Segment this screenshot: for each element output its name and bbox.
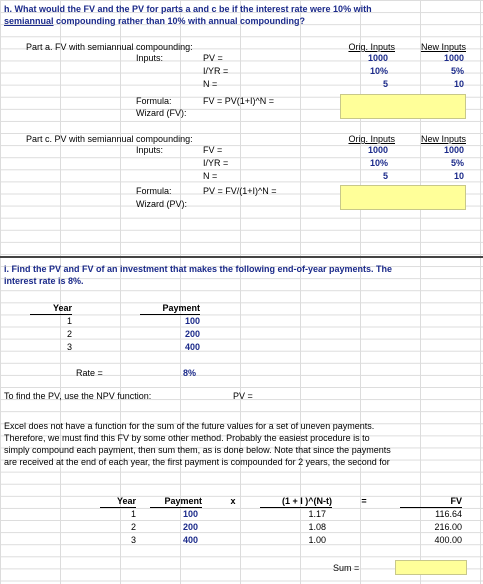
paragraph-line-4: are received at the end of each year, the first payment is compounded for 2 years, the second for xyxy=(4,457,390,467)
year-2: 2 xyxy=(66,329,72,339)
year-3: 3 xyxy=(66,342,72,352)
t2-payment-rule xyxy=(150,507,202,508)
payment-header: Payment xyxy=(162,303,200,313)
t2-year-2: 2 xyxy=(130,522,136,532)
part-a-new-iyr[interactable]: 5% xyxy=(450,66,464,76)
t2-fv-3: 400.00 xyxy=(434,535,462,545)
part-c-new-header: New Inputs xyxy=(420,134,466,144)
part-c-n-label: N = xyxy=(203,171,218,181)
part-a-pv-label: PV = xyxy=(203,53,223,63)
part-c-new-fv[interactable]: 1000 xyxy=(443,145,464,155)
t2-payment-1[interactable]: 100 xyxy=(182,509,198,519)
t2-factor-header: (1 + I )^(N-t) xyxy=(281,496,332,506)
t2-fv-2: 216.00 xyxy=(434,522,462,532)
part-a-new-n[interactable]: 10 xyxy=(453,79,464,89)
part-c-fv-label: FV = xyxy=(203,145,223,155)
rate-value[interactable]: 8% xyxy=(182,368,196,378)
part-c-orig-n[interactable]: 5 xyxy=(382,171,388,181)
part-c-title: Part c. PV with semiannual compounding: xyxy=(26,134,193,144)
question-h-line1: h. What would the FV and the PV for parts a and c be if the interest rate were 10% with xyxy=(4,4,372,14)
npv-pv-label: PV = xyxy=(233,391,253,401)
part-c-iyr-label: I/YR = xyxy=(203,158,229,168)
part-c-wizard-label: Wizard (PV): xyxy=(136,199,188,209)
sum-result-cell[interactable] xyxy=(395,560,467,575)
t2-payment-3[interactable]: 400 xyxy=(182,535,198,545)
part-c-inputs-label: Inputs: xyxy=(136,145,164,155)
t2-factor-2: 1.08 xyxy=(308,522,326,532)
t2-fv-header: FV xyxy=(450,496,462,506)
part-a-wizard-label: Wizard (FV): xyxy=(136,108,187,118)
paragraph-line-1: Excel does not have a function for the sum of the future values for a set of uneven payments. xyxy=(4,421,375,431)
question-h-rest: compounding rather than 10% with annual compounding? xyxy=(53,16,306,26)
part-a-formula: FV = PV(1+I)^N = xyxy=(203,96,274,106)
t2-payment-2[interactable]: 200 xyxy=(182,522,198,532)
paragraph-line-2: Therefore, we must find this FV by some other method. Probably the easiest procedure is to xyxy=(4,433,370,443)
part-a-n-label: N = xyxy=(203,79,218,89)
payment-2[interactable]: 200 xyxy=(184,329,200,339)
part-a-formula-label: Formula: xyxy=(136,96,172,106)
part-a-new-pv[interactable]: 1000 xyxy=(443,53,464,63)
payment-1[interactable]: 100 xyxy=(184,316,200,326)
t2-year-rule xyxy=(100,507,136,508)
t2-year-3: 3 xyxy=(130,535,136,545)
question-i-line2: interest rate is 8%. xyxy=(4,276,84,286)
year-1: 1 xyxy=(66,316,72,326)
t2-equals-sign: = xyxy=(361,496,367,506)
part-c-new-n[interactable]: 10 xyxy=(453,171,464,181)
part-c-formula-label: Formula: xyxy=(136,186,172,196)
part-c-orig-header: Orig. Inputs xyxy=(348,134,395,144)
t2-year-header: Year xyxy=(116,496,136,506)
part-a-result-cells[interactable] xyxy=(340,94,466,119)
part-a-inputs-label: Inputs: xyxy=(136,53,164,63)
part-a-new-header: New Inputs xyxy=(420,42,466,52)
part-a-iyr-label: I/YR = xyxy=(203,66,229,76)
part-c-orig-fv[interactable]: 1000 xyxy=(367,145,388,155)
npv-instruction: To find the PV, use the NPV function: xyxy=(4,391,152,401)
question-h-line2 xyxy=(4,16,305,27)
rate-label: Rate = xyxy=(76,368,103,378)
payment-header-rule xyxy=(140,314,200,315)
year-header-rule xyxy=(30,314,72,315)
part-c-formula: PV = FV/(1+I)^N = xyxy=(203,186,277,196)
t2-factor-1: 1.17 xyxy=(308,509,326,519)
part-a-orig-iyr[interactable]: 10% xyxy=(369,66,388,76)
t2-times-sign: x xyxy=(230,496,236,506)
payment-3[interactable]: 400 xyxy=(184,342,200,352)
question-h-underlined: semiannual xyxy=(4,16,54,26)
t2-payment-header: Payment xyxy=(164,496,202,506)
part-a-orig-pv[interactable]: 1000 xyxy=(367,53,388,63)
part-c-orig-iyr[interactable]: 10% xyxy=(369,158,388,168)
part-c-result-cells[interactable] xyxy=(340,185,466,210)
question-i-line1: i. Find the PV and FV of an investment that makes the following end-of-year payments. The xyxy=(4,264,393,274)
part-c-new-iyr[interactable]: 5% xyxy=(450,158,464,168)
paragraph-line-3: simply compound each payment, then sum them, as is done below. Note that since the payments xyxy=(4,445,391,455)
t2-year-1: 1 xyxy=(130,509,136,519)
t2-factor-3: 1.00 xyxy=(308,535,326,545)
t2-fv-rule xyxy=(400,507,462,508)
section-divider xyxy=(0,256,483,258)
part-a-title: Part a. FV with semiannual compounding: xyxy=(26,42,193,52)
part-a-orig-header: Orig. Inputs xyxy=(348,42,395,52)
sum-label: Sum = xyxy=(333,563,360,573)
t2-factor-rule xyxy=(260,507,332,508)
part-a-orig-n[interactable]: 5 xyxy=(382,79,388,89)
year-header: Year xyxy=(52,303,72,313)
t2-fv-1: 116.64 xyxy=(435,509,462,519)
